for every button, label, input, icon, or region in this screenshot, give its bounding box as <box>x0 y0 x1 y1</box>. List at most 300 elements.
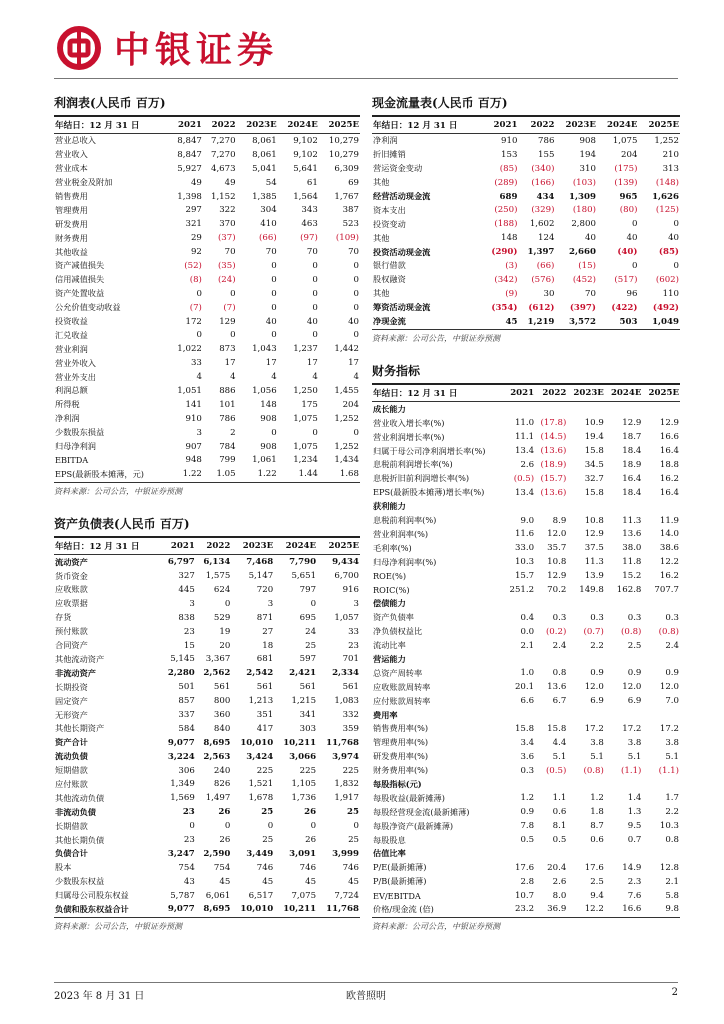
row-label: 偿债能力 <box>373 598 406 609</box>
table-row <box>372 722 680 736</box>
table-row <box>54 903 360 917</box>
table-row <box>372 597 680 611</box>
row-value: 0.6 <box>552 807 567 818</box>
row-value: 19.4 <box>584 432 604 443</box>
row-value: (37) <box>217 233 236 244</box>
row-value: 584 <box>178 723 195 734</box>
row-value: 0 <box>312 330 318 341</box>
row-value: 29 <box>190 233 202 244</box>
row-value: 1,083 <box>334 696 359 707</box>
table-row <box>372 231 680 245</box>
row-value: 0.3 <box>520 765 535 776</box>
row-label: 短期借款 <box>55 765 88 776</box>
table-row <box>372 569 680 583</box>
row-label: 费用率 <box>373 709 398 720</box>
table-row <box>372 764 680 778</box>
row-value: 12.9 <box>622 418 642 429</box>
row-value: 1,398 <box>177 191 202 202</box>
row-value: 5,041 <box>252 163 277 174</box>
row-value: (180) <box>572 205 596 216</box>
row-value: 4 <box>196 372 202 383</box>
row-value: 0 <box>312 274 318 285</box>
row-value: 1,051 <box>177 385 202 396</box>
table-row <box>54 583 360 597</box>
row-value: 1,575 <box>205 571 231 582</box>
row-value: 1,252 <box>334 441 359 452</box>
row-value: 0 <box>310 598 317 609</box>
table-row <box>372 708 680 722</box>
row-label: 营业收入 <box>55 149 88 160</box>
row-value: 6,309 <box>334 163 359 174</box>
row-value: 0.8 <box>665 835 679 846</box>
row-value: 0 <box>310 821 317 832</box>
row-value: (452) <box>572 274 596 285</box>
row-value: 410 <box>260 219 277 230</box>
row-label: 营运资金变动 <box>373 163 423 174</box>
table-row <box>372 541 680 555</box>
row-value: (340) <box>531 163 555 174</box>
row-value: 3,066 <box>289 751 317 762</box>
row-value: 6.6 <box>520 696 535 707</box>
table-row <box>54 259 360 273</box>
table-row <box>372 625 680 639</box>
row-label: 营业利润率(%) <box>373 528 429 539</box>
table-row <box>372 778 680 792</box>
row-value: 3,247 <box>167 848 195 859</box>
row-value: 886 <box>219 385 236 396</box>
row-value: 695 <box>299 612 317 623</box>
row-label: 资产负债率 <box>373 612 414 623</box>
table-row <box>372 287 680 301</box>
row-label: 无形资产 <box>55 709 88 720</box>
row-value: 17.2 <box>584 723 604 734</box>
row-value: 225 <box>256 765 274 776</box>
row-value: 92 <box>190 247 202 258</box>
row-label: 投资变动 <box>373 218 406 229</box>
row-value: 4 <box>312 372 318 383</box>
row-value: 10,211 <box>283 737 317 748</box>
row-value: 7.8 <box>520 821 535 832</box>
row-label: EBITDA <box>55 455 89 466</box>
row-value: 11.6 <box>514 529 535 540</box>
row-value: 17.2 <box>659 723 679 734</box>
row-value: 7,270 <box>210 135 236 146</box>
table-row <box>372 259 680 273</box>
row-value: 910 <box>501 135 518 146</box>
row-value: 6.7 <box>552 696 567 707</box>
row-value: (290) <box>491 247 518 258</box>
ratios-source: 资料来源：公司公告，中银证券预测 <box>372 917 680 932</box>
row-value: 16.6 <box>659 432 679 443</box>
row-value <box>504 597 535 611</box>
row-value: 9,077 <box>167 904 195 915</box>
row-label: 其他长期负债 <box>55 834 105 845</box>
table-row <box>372 301 680 315</box>
left-column <box>54 94 360 932</box>
row-value: 908 <box>260 441 277 452</box>
row-value: (8) <box>189 274 202 285</box>
row-value: 12.0 <box>659 682 679 693</box>
table-row <box>372 889 680 903</box>
row-label: 归属母公司股东权益 <box>55 890 129 901</box>
row-label: 净现金流 <box>373 316 406 327</box>
row-value: 17 <box>306 358 318 369</box>
row-value: (517) <box>614 274 638 285</box>
row-value: 1.22 <box>257 469 277 480</box>
row-value: 1,455 <box>334 385 359 396</box>
row-value: 1,626 <box>652 191 679 202</box>
row-value: 172 <box>185 316 202 327</box>
row-value: 0 <box>312 427 318 438</box>
row-value: (576) <box>531 274 555 285</box>
row-value: 3,091 <box>289 848 317 859</box>
row-label: 每股指标(元) <box>373 778 422 789</box>
row-value <box>605 847 643 861</box>
row-label: 资本支出 <box>373 204 406 215</box>
row-value: 24 <box>305 626 317 637</box>
row-value: 11.3 <box>584 557 604 568</box>
row-value: 3,424 <box>246 751 274 762</box>
table-row <box>372 273 680 287</box>
row-value: 12.0 <box>547 529 567 540</box>
table-row <box>54 680 360 694</box>
row-value: 2.8 <box>520 876 535 887</box>
table-row <box>54 148 360 162</box>
row-value: 70 <box>348 247 359 258</box>
row-value: 0.9 <box>520 807 535 818</box>
table-row <box>54 764 360 778</box>
row-label: 信用减值损失 <box>55 274 105 285</box>
row-label: EPS(最新股本摊薄，元) <box>55 468 144 479</box>
table-row <box>372 190 680 204</box>
row-label: ROE(%) <box>373 571 407 582</box>
row-value: 0.3 <box>627 612 642 623</box>
row-value: (18.9) <box>540 459 567 470</box>
row-value: 26 <box>304 807 317 818</box>
row-value: 20.1 <box>514 682 535 693</box>
row-label: 息税前利润增长率(%) <box>373 459 453 470</box>
table-row <box>54 315 360 329</box>
row-value: 10.8 <box>547 557 567 568</box>
row-value: 3.6 <box>520 751 535 762</box>
row-label: 研发费用 <box>55 218 88 229</box>
row-value: 2.1 <box>665 876 679 887</box>
row-value: 304 <box>260 205 277 216</box>
income-source: 资料来源：公司公告，中银证券预测 <box>54 482 360 497</box>
row-value: 32.7 <box>584 473 604 484</box>
row-value: 33 <box>190 358 202 369</box>
row-label: 流动资产 <box>55 556 88 567</box>
row-value: 11,768 <box>326 737 359 748</box>
row-value: 9.8 <box>665 904 679 915</box>
row-value: 2.1 <box>520 640 535 651</box>
row-label: 研发费用率(%) <box>373 751 429 762</box>
row-value: 70 <box>265 247 277 258</box>
row-value: 7,075 <box>291 890 317 901</box>
row-label: 成长能力 <box>373 403 406 414</box>
row-label: 营业外支出 <box>55 371 96 382</box>
row-label: 销售费用率(%) <box>373 723 429 734</box>
row-value: (14.5) <box>540 432 567 443</box>
table-row <box>54 722 360 736</box>
row-label: 公允价值变动收益 <box>55 302 121 313</box>
row-value: 15.8 <box>547 723 567 734</box>
row-value: 4 <box>271 372 277 383</box>
table-header-row <box>54 538 360 555</box>
row-value: 1,215 <box>291 696 317 707</box>
row-value: 7,270 <box>210 149 236 160</box>
row-value: 9,077 <box>167 737 195 748</box>
row-value: 23 <box>348 640 359 651</box>
row-value: 5,651 <box>291 571 317 582</box>
row-value: 0 <box>189 821 195 832</box>
row-value: 359 <box>342 723 359 734</box>
row-value: 3,449 <box>246 848 274 859</box>
row-value: 4,673 <box>210 163 236 174</box>
row-value: (13.6) <box>540 487 567 498</box>
header-year: 2023E <box>237 117 278 134</box>
row-value: (0.8) <box>658 626 679 637</box>
table-row <box>54 555 360 569</box>
header-year: 2023E <box>231 538 274 555</box>
row-value: 0.4 <box>520 612 535 623</box>
row-label: 估值比率 <box>373 848 406 859</box>
row-value: 1,252 <box>334 413 359 424</box>
header-year: 2023E <box>567 385 605 402</box>
balance-title: 资产负债表(人民币 百万) <box>54 515 360 538</box>
row-label: 其他 <box>373 232 390 243</box>
row-value: 313 <box>662 163 679 174</box>
row-value: (24) <box>217 274 236 285</box>
row-value: 746 <box>342 862 359 873</box>
row-value: 3.8 <box>665 737 679 748</box>
header-year: 2021 <box>504 385 535 402</box>
row-value: 18.9 <box>622 459 642 470</box>
row-value: 15.8 <box>584 487 604 498</box>
balance-source: 资料来源：公司公告，中银证券预测 <box>54 917 360 932</box>
row-value <box>535 847 567 861</box>
row-value: 0 <box>230 330 236 341</box>
row-value: 6,061 <box>205 890 231 901</box>
table-row <box>372 430 680 444</box>
row-value: 3 <box>353 598 359 609</box>
row-label: 应付账款周转率 <box>373 695 431 706</box>
row-value: 23.2 <box>514 904 535 915</box>
row-label: 营业税金及附加 <box>55 177 113 188</box>
row-value: 707.7 <box>654 584 679 595</box>
table-header-row <box>372 117 680 134</box>
row-value: 8.0 <box>552 890 567 901</box>
row-value: (175) <box>614 163 638 174</box>
row-value: 18 <box>262 640 274 651</box>
row-value: 907 <box>185 441 202 452</box>
row-value: 49 <box>224 177 236 188</box>
row-label: 非流动资产 <box>55 667 96 678</box>
row-value: 3 <box>196 427 202 438</box>
row-value: 33 <box>348 626 359 637</box>
row-value: 501 <box>178 682 195 693</box>
header-year: 2021 <box>160 538 196 555</box>
table-row <box>372 402 680 416</box>
row-value: 327 <box>178 571 195 582</box>
table-row <box>372 611 680 625</box>
row-value: 12.2 <box>659 557 679 568</box>
row-value: 0 <box>196 330 202 341</box>
row-value: 310 <box>579 163 596 174</box>
row-value: 14.0 <box>659 529 679 540</box>
row-value: 3,974 <box>332 751 359 762</box>
table-row <box>372 416 680 430</box>
row-label: 流动比率 <box>373 640 406 651</box>
table-row <box>54 342 360 356</box>
row-value: 0 <box>267 821 274 832</box>
row-value: 1,250 <box>293 385 318 396</box>
row-value: 1.7 <box>665 793 679 804</box>
row-value: 561 <box>342 682 359 693</box>
row-value: 503 <box>619 316 638 327</box>
row-value <box>605 708 643 722</box>
row-value: 4 <box>353 372 359 383</box>
row-label: 货币资金 <box>55 570 88 581</box>
row-label: 少数股东损益 <box>55 427 105 438</box>
row-label: EPS(最新股本摊薄)增长率(%) <box>373 487 485 498</box>
row-value: 16.4 <box>659 446 679 457</box>
row-label: 营运能力 <box>373 653 406 664</box>
row-value: 240 <box>213 765 231 776</box>
bank-of-china-logo-icon <box>56 25 102 71</box>
row-value: 110 <box>662 288 679 299</box>
row-value: 2.4 <box>665 640 679 651</box>
table-row <box>54 805 360 819</box>
row-value: 1,075 <box>293 413 318 424</box>
header-year: 2024E <box>597 117 639 134</box>
row-value: 12.9 <box>584 529 604 540</box>
row-value: 2,660 <box>569 247 596 258</box>
table-row <box>372 162 680 176</box>
row-value: 12.8 <box>659 862 679 873</box>
row-value <box>642 847 680 861</box>
table-row <box>54 217 360 231</box>
row-label: 应收账款周转率 <box>373 681 431 692</box>
row-value: 3,367 <box>205 654 231 665</box>
table-row <box>372 500 680 514</box>
row-value: 6.9 <box>627 696 642 707</box>
right-column <box>372 94 680 932</box>
row-value: 0.7 <box>627 835 642 846</box>
row-label: 负债和股东权益合计 <box>55 903 129 914</box>
table-row <box>372 903 680 917</box>
row-value: 1,057 <box>334 612 359 623</box>
row-value: 17.6 <box>584 862 604 873</box>
row-value: 6,797 <box>167 557 195 568</box>
row-value: 0 <box>196 288 202 299</box>
row-value: 1,917 <box>334 793 359 804</box>
table-row <box>54 847 360 861</box>
row-value: 597 <box>299 654 317 665</box>
row-value <box>567 402 605 416</box>
row-value <box>504 847 535 861</box>
table-row <box>54 875 360 889</box>
row-label: 资产合计 <box>55 737 88 748</box>
row-value: 38.0 <box>622 543 642 554</box>
row-value: 0 <box>673 219 679 230</box>
row-value: 20 <box>219 640 231 651</box>
row-value: 25 <box>347 807 359 818</box>
row-value: 6,517 <box>248 890 274 901</box>
row-label: 投资收益 <box>55 316 88 327</box>
row-value: 523 <box>342 219 359 230</box>
row-value: 6.9 <box>590 696 604 707</box>
table-row <box>372 472 680 486</box>
row-value <box>504 653 535 667</box>
row-value: (422) <box>611 302 638 313</box>
row-label: 股本 <box>55 862 72 873</box>
row-value: 1,252 <box>654 135 679 146</box>
row-value: 0 <box>230 288 236 299</box>
table-row <box>54 666 360 680</box>
row-value: 25 <box>348 835 359 846</box>
table-row <box>54 791 360 805</box>
row-value: 6,134 <box>203 557 231 568</box>
row-value: 754 <box>178 862 195 873</box>
row-value: (0.8) <box>583 765 604 776</box>
table-row <box>54 611 360 625</box>
row-value: 12.2 <box>584 904 604 915</box>
row-value <box>567 778 605 792</box>
row-value: 434 <box>536 191 555 202</box>
table-row <box>372 527 680 541</box>
row-value <box>567 653 605 667</box>
row-label: 净利润 <box>373 135 398 146</box>
row-value: 4.4 <box>552 737 567 748</box>
header-year: 2024E <box>605 385 643 402</box>
row-value <box>567 500 605 514</box>
row-value: 40 <box>668 233 679 244</box>
row-label: 净负债权益比 <box>373 626 423 637</box>
header-label: 年结日：12 月 31 日 <box>372 117 483 134</box>
row-label: 营业成本 <box>55 163 88 174</box>
row-value: 351 <box>256 710 274 720</box>
row-value: 0.5 <box>552 835 567 846</box>
table-row <box>372 847 680 861</box>
row-value: (1.1) <box>621 765 642 776</box>
row-value: 0.5 <box>520 835 535 846</box>
row-value: 417 <box>256 723 274 734</box>
row-value: 17 <box>224 358 236 369</box>
row-value <box>567 847 605 861</box>
table-row <box>372 203 680 217</box>
row-value: 5.1 <box>665 751 679 762</box>
table-row <box>54 162 360 176</box>
row-value: 0 <box>271 330 277 341</box>
row-label: 筹资活动现金流 <box>373 302 431 313</box>
row-value: 5,787 <box>170 890 195 901</box>
row-value: (125) <box>655 205 679 216</box>
row-value <box>605 402 643 416</box>
row-value: 1.3 <box>627 807 642 818</box>
row-value: 1,442 <box>334 344 359 355</box>
row-value: 96 <box>626 288 638 299</box>
row-value: 0 <box>312 302 318 313</box>
row-value: 10,279 <box>328 149 359 160</box>
balance-table <box>54 538 360 916</box>
row-value: (15.7) <box>540 473 567 484</box>
row-value: 10,010 <box>240 737 274 748</box>
table-row <box>54 440 360 454</box>
row-value: 1,237 <box>293 344 318 355</box>
header-year: 2023E <box>555 117 597 134</box>
row-value: 1.2 <box>520 793 535 804</box>
